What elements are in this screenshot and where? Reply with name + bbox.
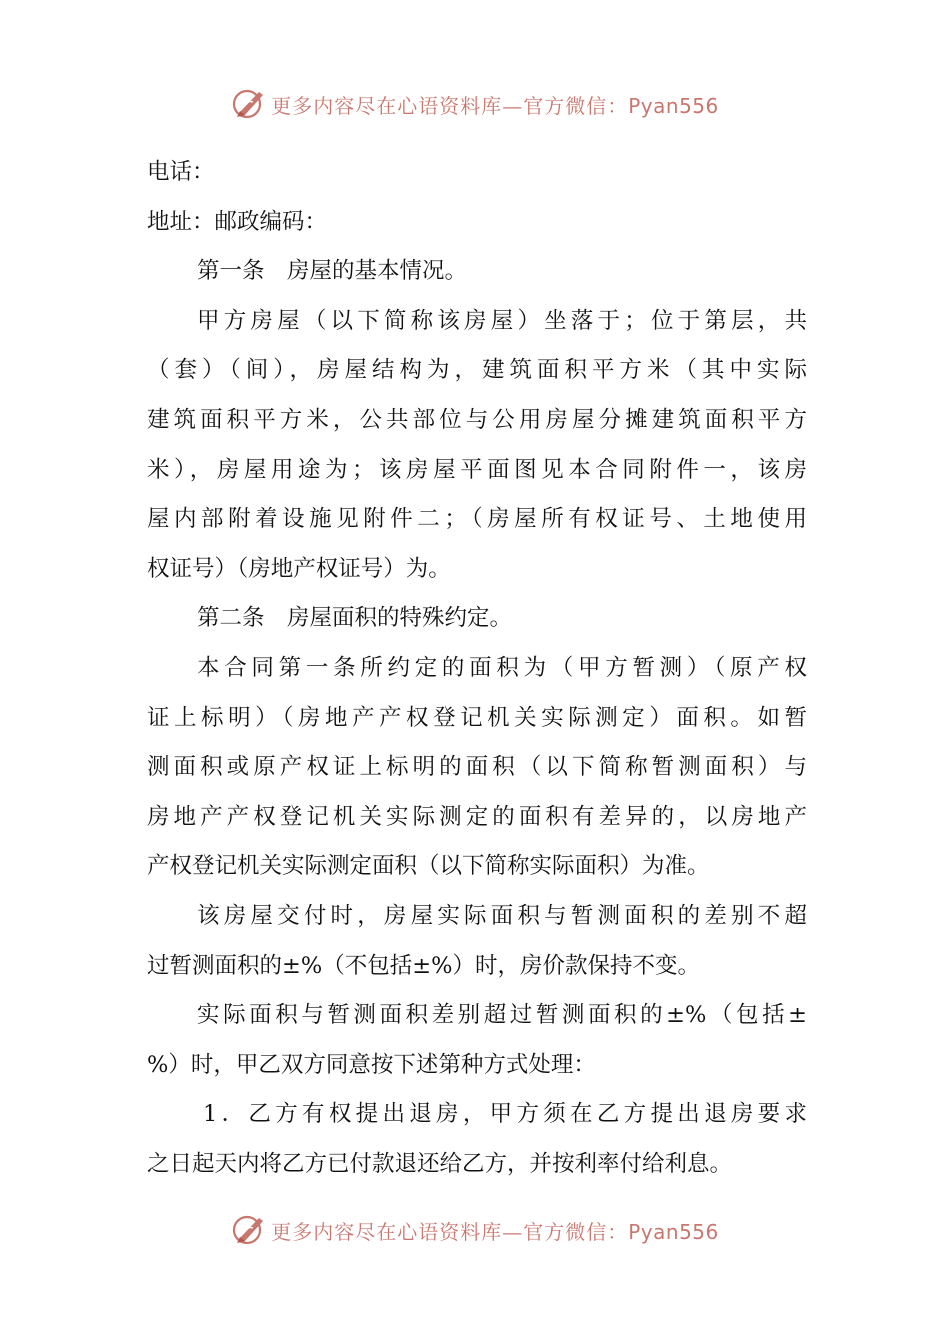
address-line: 地址：邮政编码： [147, 208, 328, 235]
paragraph-line: %）时，甲乙双方同意按下述第种方式处理： [147, 1051, 596, 1078]
document-body [147, 148, 807, 1189]
header-watermark-banner [0, 82, 950, 126]
paragraph-line: 甲方房屋（以下简称该房屋）坐落于；位于第层，共 [197, 307, 807, 334]
list-item-1-line: 之日起天内将乙方已付款退还给乙方，并按利率付给利息。 [147, 1150, 733, 1177]
footer-watermark-banner [0, 1208, 950, 1252]
article-1-heading: 第一条 房屋的基本情况。 [197, 258, 468, 285]
watermark-text: 更多内容尽在心语资料库—官方微信：Pyan556 [271, 93, 719, 118]
watermark-text: 更多内容尽在心语资料库—官方微信：Pyan556 [271, 1219, 719, 1244]
paragraph-line: 米），房屋用途为；该房屋平面图见本合同附件一，该房 [147, 456, 807, 483]
paragraph-line: 屋内部附着设施见附件二；（房屋所有权证号、土地使用 [147, 506, 807, 533]
phone-line: 电话： [147, 159, 215, 185]
pen-logo-icon [231, 86, 267, 122]
pen-logo-icon [231, 1212, 267, 1248]
paragraph-line: 权证号）（房地产权证号）为。 [147, 555, 451, 582]
paragraph-line: （套）（间），房屋结构为，建筑面积平方米（其中实际 [147, 357, 807, 384]
paragraph-line: 房地产产权登记机关实际测定的面积有差异的，以房地产 [147, 803, 807, 830]
article-2-heading: 第二条 房屋面积的特殊约定。 [197, 605, 513, 632]
paragraph-line: 本合同第一条所约定的面积为（甲方暂测）（原产权 [197, 654, 807, 681]
paragraph-line: 实际面积与暂测面积差别超过暂测面积的±%（包括± [197, 1002, 807, 1029]
list-item-1-line: 1．乙方有权提出退房，甲方须在乙方提出退房要求 [203, 1101, 807, 1128]
paragraph-line: 测面积或原产权证上标明的面积（以下简称暂测面积）与 [147, 754, 807, 781]
paragraph-line: 产权登记机关实际测定面积（以下简称实际面积）为准。 [147, 853, 710, 880]
paragraph-line: 过暂测面积的±%（不包括±%）时，房价款保持不变。 [147, 952, 700, 979]
paragraph-line: 建筑面积平方米，公共部位与公用房屋分摊建筑面积平方 [147, 406, 807, 433]
paragraph-line: 该房屋交付时，房屋实际面积与暂测面积的差别不超 [197, 902, 807, 929]
paragraph-line: 证上标明）（房地产产权登记机关实际测定）面积。如暂 [147, 704, 807, 731]
